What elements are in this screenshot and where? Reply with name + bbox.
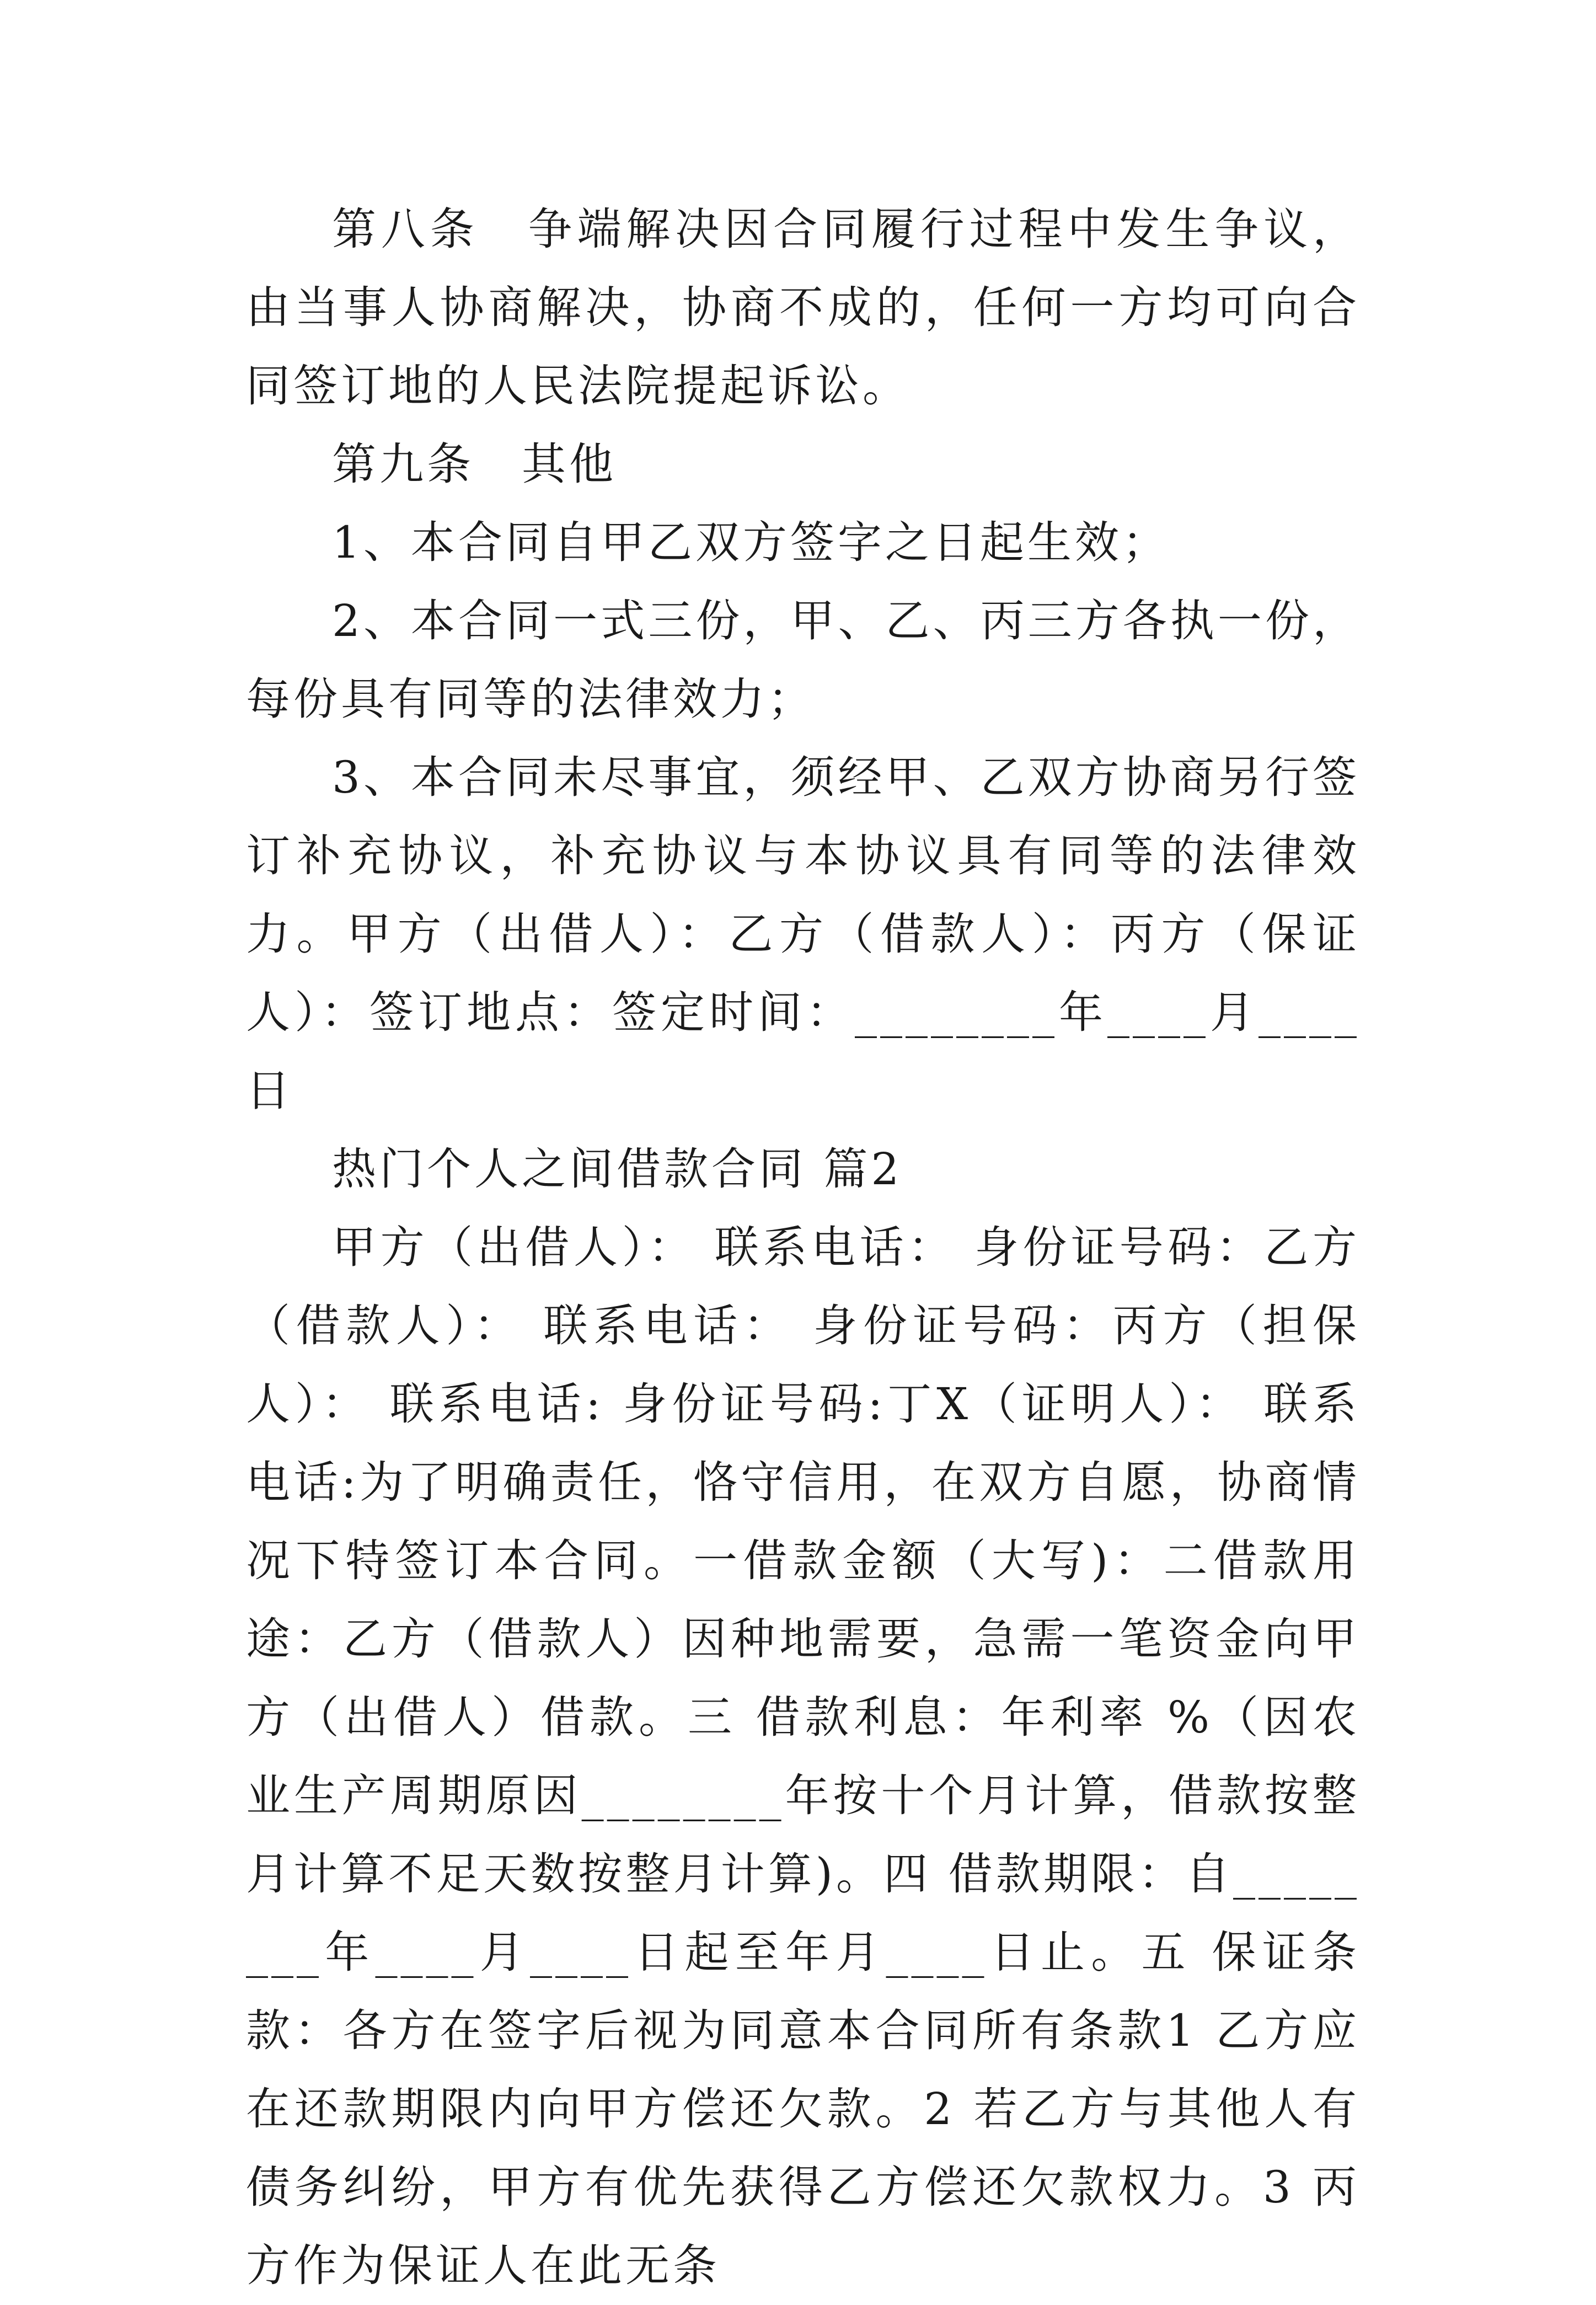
section-heading: 热门个人之间借款合同 篇2 bbox=[332, 1143, 903, 1195]
paragraph-clause-3: 3、本合同未尽事宜，须经甲、乙双方协商另行签订补充协议，补充协议与本协议具有同等的法律效力。甲方（出借人）：乙方（借款人）：丙方（保证人）：签订地点：签定时间：________年____月____日 bbox=[246, 752, 1360, 1116]
document-body bbox=[246, 190, 1360, 2305]
paragraph-article-8: 第八条 争端解决因合同履行过程中发生争议，由当事人协商解决，协商不成的，任何一方均可向合同签订地的人民法院提起诉讼。 bbox=[246, 204, 1360, 411]
paragraph-contract-body: 甲方（出借人）： 联系电话： 身份证号码：乙方（借款人）： 联系电话： 身份证号码：丙方（担保人）： 联系电话: 身份证号码:丁X（证明人）： 联系电话:为了明确责任，恪守信用，在双方自愿，协商情况下特签订本合同。一借款金额（大写)：二借款用途：乙方（借款人）因种地需要，急需一笔资金向甲方（出借人）借款。三 借款利息：年利率 %（因农业生产周期原因________年按十个月计算，借款按整月计算不足天数按整月计算)。四 借款期限：自________年____月____日起至年月____日止。五 保证条款：各方在签字后视为同意本合同所有条款1 乙方应在还款期限内向甲方偿还欠款。2 若乙方与其他人有债务纠纷，甲方有优先获得乙方偿还欠款权力。3 丙方作为保证人在此无条 bbox=[246, 1222, 1360, 2291]
paragraph-article-9-heading: 第九条 其他 bbox=[332, 438, 617, 490]
paragraph-clause-2: 2、本合同一式三份，甲、乙、丙三方各执一份，每份具有同等的法律效力； bbox=[246, 595, 1360, 725]
paragraph-clause-1: 1、本合同自甲乙双方签字之日起生效； bbox=[332, 517, 1170, 568]
